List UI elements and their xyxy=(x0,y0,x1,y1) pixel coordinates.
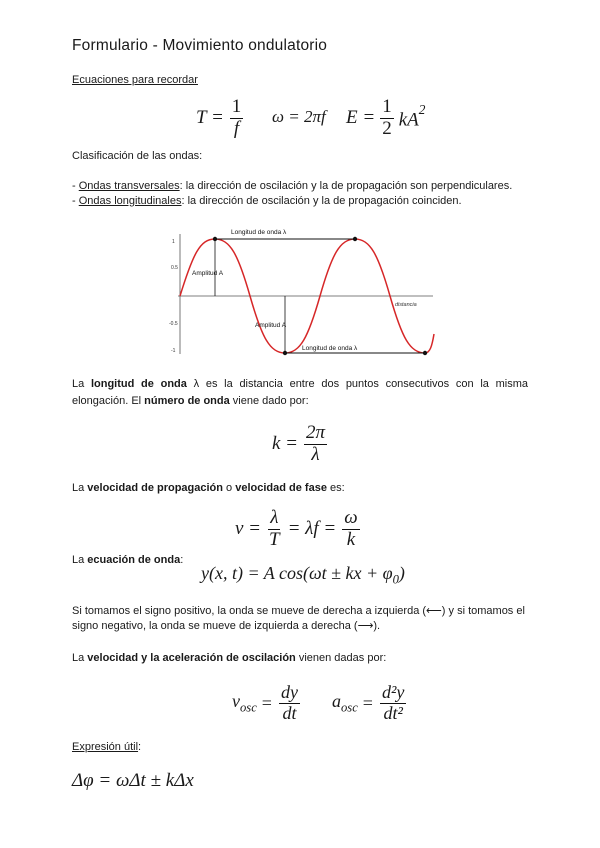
x-axis-label: distancia xyxy=(395,302,417,308)
oscillation-velocity-formula: $v_{osc}$ = $\frac{dy}{dt}$ xyxy=(232,682,298,723)
period-lhs: T = xyxy=(196,107,224,129)
velocity-paragraph: La velocidad de propagación o velocidad de fase es: xyxy=(72,482,345,494)
wavelength-label-top: Longitud de onda λ xyxy=(231,229,287,236)
wavelength-label-bottom: Longitud de onda λ xyxy=(302,345,358,352)
amplitude-label-right: Amplitud A xyxy=(255,322,287,329)
y-tick-1: 1 xyxy=(172,239,175,245)
longitudinal-term: Ondas longitudinales xyxy=(78,195,182,207)
energy-numerator: 1 xyxy=(382,96,392,117)
k-denominator: λ xyxy=(311,443,320,465)
energy-rest: $kA^2$ xyxy=(398,101,426,131)
sign-paragraph: Si tomamos el signo positivo, la onda se mueve de derecha a izquierda (⟵) y si tomamos el signo negativo, la onda se mueve de izquierda a derecha (⟶). xyxy=(72,605,525,632)
oscillation-paragraph: La velocidad y la aceleración de oscilación vienen dadas por: xyxy=(72,652,387,664)
page-title: Formulario - Movimiento ondulatorio xyxy=(72,37,328,54)
energy-formula xyxy=(346,97,425,140)
longitudinal-line: - Ondas longitudinales: la dirección de oscilación y la de propagación coinciden. xyxy=(72,195,462,207)
wavelength-paragraph: La longitud de onda λ es la distancia entre dos puntos consecutivos con la misma elongación. El número de onda viene dado por: xyxy=(72,378,528,407)
equations-heading: Ecuaciones para recordar xyxy=(72,74,198,86)
energy-lhs: E = xyxy=(346,107,376,129)
wave-equation-paragraph: La ecuación de onda: xyxy=(72,554,184,566)
energy-denominator: 2 xyxy=(382,117,392,139)
y-tick-m05: -0.5 xyxy=(169,321,178,327)
wave-diagram xyxy=(168,224,438,364)
k-lhs: k = xyxy=(272,433,299,455)
velocity-formula: v = $\frac{\lambda}{T}$ = λf = $\frac{\omega}{k}$ xyxy=(235,507,358,550)
useful-expression-formula: Δφ = ωΔt ± kΔx xyxy=(72,770,194,791)
wave-number-formula xyxy=(272,423,329,466)
wave-equation-formula: y(x, t) = A cos(ωt ± kx + $\varphi_0$) xyxy=(201,563,405,587)
useful-expression-heading: Expresión útil: xyxy=(72,741,142,753)
omega-formula: ω = 2πf xyxy=(272,107,326,126)
oscillation-acceleration-formula: $a_{osc}$ = $\frac{\text{d²y}}{\text{dt²}}$ xyxy=(332,682,405,723)
period-formula xyxy=(196,97,245,140)
k-numerator: 2π xyxy=(306,422,326,443)
classification-heading: Clasificación de las ondas: xyxy=(72,150,203,162)
transversal-term: Ondas transversales xyxy=(78,180,180,192)
y-tick-05: 0.5 xyxy=(171,265,178,271)
period-denominator: f xyxy=(233,117,240,139)
transversal-line: - Ondas transversales: la dirección de oscilación y la de propagación son perpendiculares. xyxy=(72,180,513,192)
period-numerator: 1 xyxy=(231,96,242,117)
y-tick-m1: -1 xyxy=(171,348,176,354)
amplitude-label-left: Amplitud A xyxy=(192,270,224,277)
